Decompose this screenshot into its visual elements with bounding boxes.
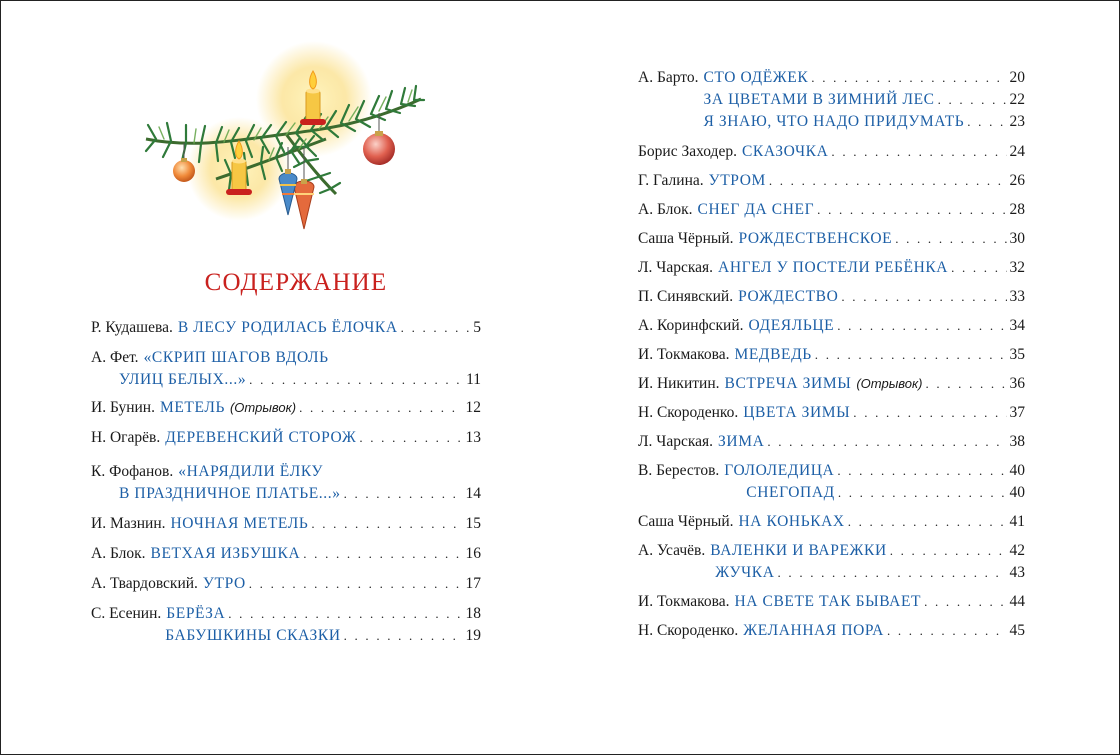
toc-entry xyxy=(638,511,1025,533)
dot-leader xyxy=(817,199,1006,221)
toc-author: Л. Чарская. xyxy=(638,433,714,450)
toc-line xyxy=(91,461,481,483)
toc-entry xyxy=(638,460,1025,504)
toc-line xyxy=(638,170,1025,192)
dot-leader xyxy=(837,315,1006,337)
toc-author: И. Токмакова. xyxy=(638,346,730,363)
toc-line xyxy=(638,67,1025,89)
toc-page-number: 34 xyxy=(1009,317,1025,334)
dot-leader xyxy=(838,482,1007,504)
toc-entry xyxy=(638,67,1025,133)
toc-line xyxy=(638,89,1025,111)
toc-line xyxy=(638,591,1025,613)
toc-work-title[interactable]: ВЕТХАЯ ИЗБУШКА xyxy=(150,545,301,562)
dot-leader xyxy=(311,513,462,535)
toc-work-title[interactable]: СТО ОДЁЖЕК xyxy=(703,69,809,86)
toc-entry xyxy=(638,540,1025,584)
dot-leader xyxy=(249,573,463,595)
toc-entry xyxy=(91,603,481,647)
toc-page-number: 23 xyxy=(1009,113,1025,130)
toc-line xyxy=(91,427,481,449)
toc-author: Саша Чёрный. xyxy=(638,230,734,247)
toc-work-title[interactable]: ЗА ЦВЕТАМИ В ЗИМНИЙ ЛЕС xyxy=(703,91,935,108)
toc-line xyxy=(91,397,481,419)
toc-page-number: 18 xyxy=(465,605,481,622)
toc-work-title[interactable]: РОЖДЕСТВЕНСКОЕ xyxy=(738,230,893,247)
toc-work-title[interactable]: УТРО xyxy=(202,575,246,592)
toc-author: А. Блок. xyxy=(638,201,693,218)
dot-leader xyxy=(299,397,462,419)
ornament-ball-icon xyxy=(363,133,395,165)
toc-entry xyxy=(91,347,481,391)
toc-line xyxy=(638,111,1025,133)
toc-entry xyxy=(638,431,1025,453)
toc-entry xyxy=(91,573,481,595)
toc-page-number: 20 xyxy=(1009,69,1025,86)
toc-author: В. Берестов. xyxy=(638,462,720,479)
page-title: СОДЕРЖАНИЕ xyxy=(204,269,388,296)
toc-work-title[interactable]: ВСТРЕЧА ЗИМЫ xyxy=(724,375,852,392)
toc-line xyxy=(638,286,1025,308)
toc-page-number: 43 xyxy=(1009,564,1025,581)
toc-author: Борис Заходер. xyxy=(638,143,737,160)
dot-leader xyxy=(344,625,463,647)
dot-leader xyxy=(895,228,1006,250)
toc-line xyxy=(638,373,1025,395)
dot-leader xyxy=(303,543,462,565)
toc-page-number: 37 xyxy=(1009,404,1025,421)
toc-author: И. Токмакова. xyxy=(638,593,730,610)
toc-work-title[interactable]: БЕРЁЗА xyxy=(166,605,226,622)
toc-line xyxy=(638,540,1025,562)
toc-page-number: 42 xyxy=(1009,542,1025,559)
toc-work-title[interactable]: СКАЗОЧКА xyxy=(741,143,829,160)
toc-entry xyxy=(638,315,1025,337)
toc-page-number: 12 xyxy=(465,399,481,416)
toc-line xyxy=(638,402,1025,424)
toc-author: И. Никитин. xyxy=(638,375,720,392)
toc-page-number: 17 xyxy=(465,575,481,592)
dot-leader xyxy=(853,402,1006,424)
toc-page-number: 15 xyxy=(465,515,481,532)
ornament-ball-icon xyxy=(173,160,195,182)
toc-entry xyxy=(91,543,481,565)
toc-line xyxy=(638,562,1025,584)
toc-entry xyxy=(638,199,1025,221)
toc-author: А. Твардовский. xyxy=(91,575,198,592)
toc-entry xyxy=(638,591,1025,613)
toc-work-title[interactable]: РОЖДЕСТВО xyxy=(738,288,839,305)
toc-page-number: 5 xyxy=(473,319,481,336)
toc-author: И. Бунин. xyxy=(91,399,155,416)
dot-leader xyxy=(890,540,1007,562)
toc-work-title[interactable]: БАБУШКИНЫ СКАЗКИ xyxy=(165,627,341,644)
toc-work-title[interactable]: ЦВЕТА ЗИМЫ xyxy=(743,404,851,421)
toc-author: И. Мазнин. xyxy=(91,515,166,532)
toc-line xyxy=(638,141,1025,163)
toc-author: Н. Скороденко. xyxy=(638,404,739,421)
toc-page-number: 24 xyxy=(1009,143,1025,160)
toc-author: П. Синявский. xyxy=(638,288,734,305)
toc-work-title[interactable]: НОЧНАЯ МЕТЕЛЬ xyxy=(170,515,309,532)
toc-author: Г. Галина. xyxy=(638,172,704,189)
dot-leader xyxy=(938,89,1007,111)
toc-entry xyxy=(91,397,481,419)
toc-work-title[interactable]: МЕДВЕДЬ xyxy=(734,346,812,363)
toc-entry xyxy=(638,170,1025,192)
toc-page-number: 40 xyxy=(1009,484,1025,501)
toc-work-title[interactable]: СНЕГОПАД xyxy=(746,484,835,501)
left-page xyxy=(1,1,560,754)
dot-leader xyxy=(767,431,1006,453)
toc-line xyxy=(91,603,481,625)
toc-line xyxy=(91,317,481,339)
toc-line xyxy=(91,369,481,391)
dot-leader xyxy=(951,257,1006,279)
toc-entry xyxy=(91,317,481,339)
toc-line xyxy=(638,199,1025,221)
toc-author: К. Фофанов. xyxy=(91,463,174,480)
dot-leader xyxy=(887,620,1007,642)
toc-right-column xyxy=(638,67,1025,642)
toc-line xyxy=(638,482,1025,504)
toc-entry xyxy=(638,402,1025,424)
toc-work-title[interactable]: НА СВЕТЕ ТАК БЫВАЕТ xyxy=(734,593,922,610)
toc-work-title[interactable]: В ЛЕСУ РОДИЛАСЬ ЁЛОЧКА xyxy=(177,319,398,336)
toc-line xyxy=(638,315,1025,337)
toc-line xyxy=(91,625,481,647)
toc-work-title[interactable]: АНГЕЛ У ПОСТЕЛИ РЕБЁНКА xyxy=(718,259,949,276)
dot-leader xyxy=(778,562,1007,584)
toc-work-title[interactable]: НА КОНЬКАХ xyxy=(738,513,845,530)
toc-entry xyxy=(638,286,1025,308)
toc-line xyxy=(638,257,1025,279)
dot-leader xyxy=(811,67,1006,89)
toc-work-title[interactable]: В ПРАЗДНИЧНОЕ ПЛАТЬЕ...» xyxy=(119,485,341,502)
toc-work-title[interactable]: ОДЕЯЛЬЦЕ xyxy=(748,317,835,334)
toc-page-number: 19 xyxy=(465,627,481,644)
toc-page-number: 44 xyxy=(1009,593,1025,610)
toc-author: Саша Чёрный. xyxy=(638,513,734,530)
dot-leader xyxy=(815,344,1007,366)
toc-line xyxy=(638,460,1025,482)
toc-work-title[interactable]: МЕТЕЛЬ xyxy=(159,399,225,416)
toc-entry xyxy=(91,513,481,535)
toc-author: А. Усачёв. xyxy=(638,542,706,559)
toc-entry xyxy=(638,344,1025,366)
toc-work-title[interactable]: УЛИЦ БЕЛЫХ...» xyxy=(119,371,247,388)
dot-leader xyxy=(228,603,462,625)
toc-line xyxy=(638,431,1025,453)
toc-work-title[interactable]: УТРОМ xyxy=(708,172,766,189)
toc-page-number: 35 xyxy=(1009,346,1025,363)
toc-work-title[interactable]: Я ЗНАЮ, ЧТО НАДО ПРИДУМАТЬ xyxy=(703,113,965,130)
toc-page-number: 32 xyxy=(1009,259,1025,276)
toc-page-number: 41 xyxy=(1009,513,1025,530)
dot-leader xyxy=(925,373,1006,395)
toc-page-number: 16 xyxy=(465,545,481,562)
toc-page-number: 36 xyxy=(1009,375,1025,392)
toc-page-number: 28 xyxy=(1009,201,1025,218)
toc-work-title[interactable]: ГОЛОЛЕДИЦА xyxy=(724,462,835,479)
toc-page-number: 13 xyxy=(465,429,481,446)
toc-work-title[interactable]: ЖЕЛАННАЯ ПОРА xyxy=(743,622,884,639)
toc-entry xyxy=(638,257,1025,279)
dot-leader xyxy=(967,111,1006,133)
toc-author: А. Блок. xyxy=(91,545,146,562)
toc-line xyxy=(638,511,1025,533)
toc-line xyxy=(638,620,1025,642)
right-page xyxy=(560,1,1119,754)
dot-leader xyxy=(924,591,1006,613)
toc-left-column xyxy=(91,317,481,647)
toc-work-title[interactable]: ЗИМА xyxy=(718,433,765,450)
toc-note: (Отрывок) xyxy=(856,376,923,391)
toc-page-number: 33 xyxy=(1009,288,1025,305)
toc-entry xyxy=(91,427,481,449)
toc-entry xyxy=(638,373,1025,395)
toc-author: Р. Кудашева. xyxy=(91,319,173,336)
toc-author: А. Коринфский. xyxy=(638,317,744,334)
dot-leader xyxy=(831,141,1006,163)
toc-work-title[interactable]: СНЕГ ДА СНЕГ xyxy=(697,201,815,218)
christmas-branch-illustration xyxy=(136,29,426,249)
toc-author: А. Барто. xyxy=(638,69,699,86)
toc-entry xyxy=(638,141,1025,163)
toc-page-number: 30 xyxy=(1009,230,1025,247)
dot-leader xyxy=(344,483,463,505)
toc-entry xyxy=(638,228,1025,250)
dot-leader xyxy=(401,317,471,339)
toc-page-number: 11 xyxy=(466,371,481,388)
dot-leader xyxy=(769,170,1007,192)
toc-page-number: 14 xyxy=(465,485,481,502)
dot-leader xyxy=(359,427,462,449)
toc-work-title[interactable]: ЖУЧКА xyxy=(715,564,775,581)
toc-line xyxy=(638,344,1025,366)
toc-work-title[interactable]: ВАЛЕНКИ И ВАРЕЖКИ xyxy=(710,542,887,559)
toc-page-number: 40 xyxy=(1009,462,1025,479)
toc-work-title[interactable]: «СКРИП ШАГОВ ВДОЛЬ xyxy=(143,349,329,366)
toc-page-number: 45 xyxy=(1009,622,1025,639)
toc-work-title[interactable]: ДЕРЕВЕНСКИЙ СТОРОЖ xyxy=(165,429,357,446)
toc-line xyxy=(91,483,481,505)
toc-author: А. Фет. xyxy=(91,349,139,366)
dot-leader xyxy=(841,286,1006,308)
toc-note: (Отрывок) xyxy=(229,400,297,415)
toc-line xyxy=(91,347,481,369)
toc-line xyxy=(638,228,1025,250)
toc-page-number: 38 xyxy=(1009,433,1025,450)
toc-page-number: 22 xyxy=(1009,91,1025,108)
toc-author: Л. Чарская. xyxy=(638,259,714,276)
toc-entry xyxy=(638,620,1025,642)
dot-leader xyxy=(837,460,1006,482)
dot-leader xyxy=(848,511,1007,533)
toc-line xyxy=(91,573,481,595)
toc-page-number: 26 xyxy=(1009,172,1025,189)
toc-author: Н. Огарёв. xyxy=(91,429,161,446)
toc-work-title[interactable]: «НАРЯДИЛИ ЁЛКУ xyxy=(178,463,324,480)
toc-author: Н. Скороденко. xyxy=(638,622,739,639)
dot-leader xyxy=(249,369,463,391)
toc-entry xyxy=(91,461,481,505)
toc-line xyxy=(91,513,481,535)
toc-author: С. Есенин. xyxy=(91,605,162,622)
toc-line xyxy=(91,543,481,565)
